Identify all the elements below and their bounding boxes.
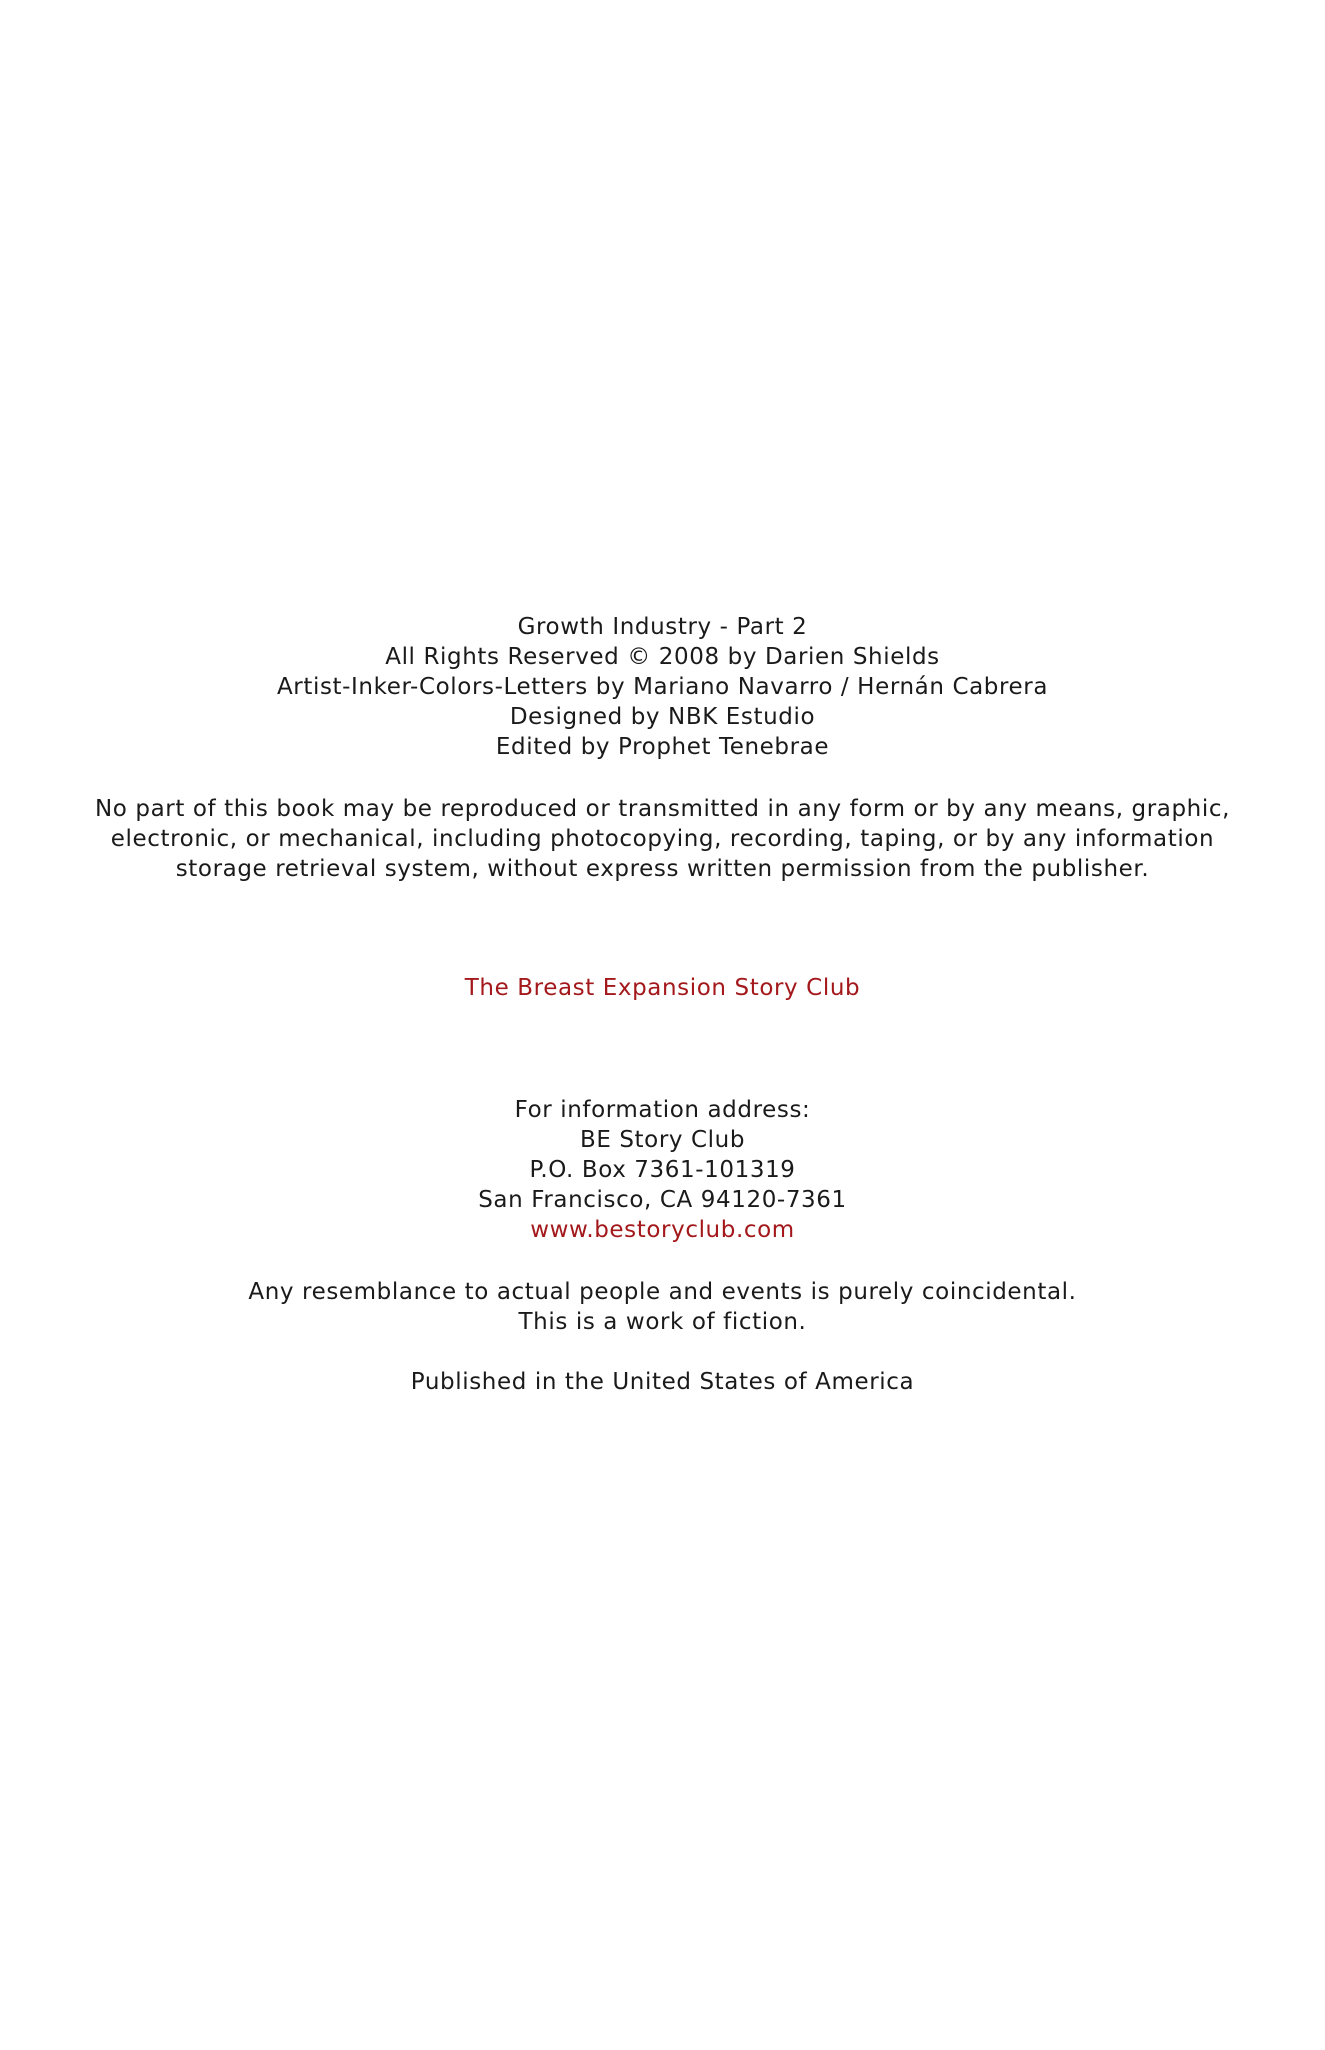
copyright-line: All Rights Reserved © 2008 by Darien Shields [385,644,940,670]
rights-notice-line: electronic, or mechanical, including photocopying, recording, taping, or by any information [110,826,1215,852]
address-po-box: P.O. Box 7361-101319 [529,1157,796,1183]
address-block [0,1095,1325,1245]
website-link[interactable]: www.bestoryclub.com [530,1217,795,1243]
publisher-name: The Breast Expansion Story Club [464,975,861,1001]
fiction-line: This is a work of fiction. [518,1309,807,1335]
rights-notice-line: storage retrieval system, without express written permission from the publisher. [175,856,1150,882]
publisher-block [0,973,1325,1003]
published-line: Published in the United States of America [410,1369,915,1395]
book-title: Growth Industry - Part 2 [517,614,808,640]
designer-line: Designed by NBK Estudio [509,704,816,730]
address-org: BE Story Club [579,1127,746,1153]
credits-block [0,612,1325,762]
rights-notice [0,794,1325,884]
disclaimer-block [0,1277,1325,1337]
address-city: San Francisco, CA 94120-7361 [478,1187,847,1213]
published-block [0,1367,1325,1397]
editor-line: Edited by Prophet Tenebrae [495,734,830,760]
disclaimer-line: Any resemblance to actual people and events is purely coincidental. [248,1279,1077,1305]
address-heading: For information address: [514,1097,811,1123]
rights-notice-line: No part of this book may be reproduced or transmitted in any form or by any means, graphic, [94,796,1230,822]
artists-line: Artist-Inker-Colors-Letters by Mariano Navarro / Hernán Cabrera [276,674,1049,700]
